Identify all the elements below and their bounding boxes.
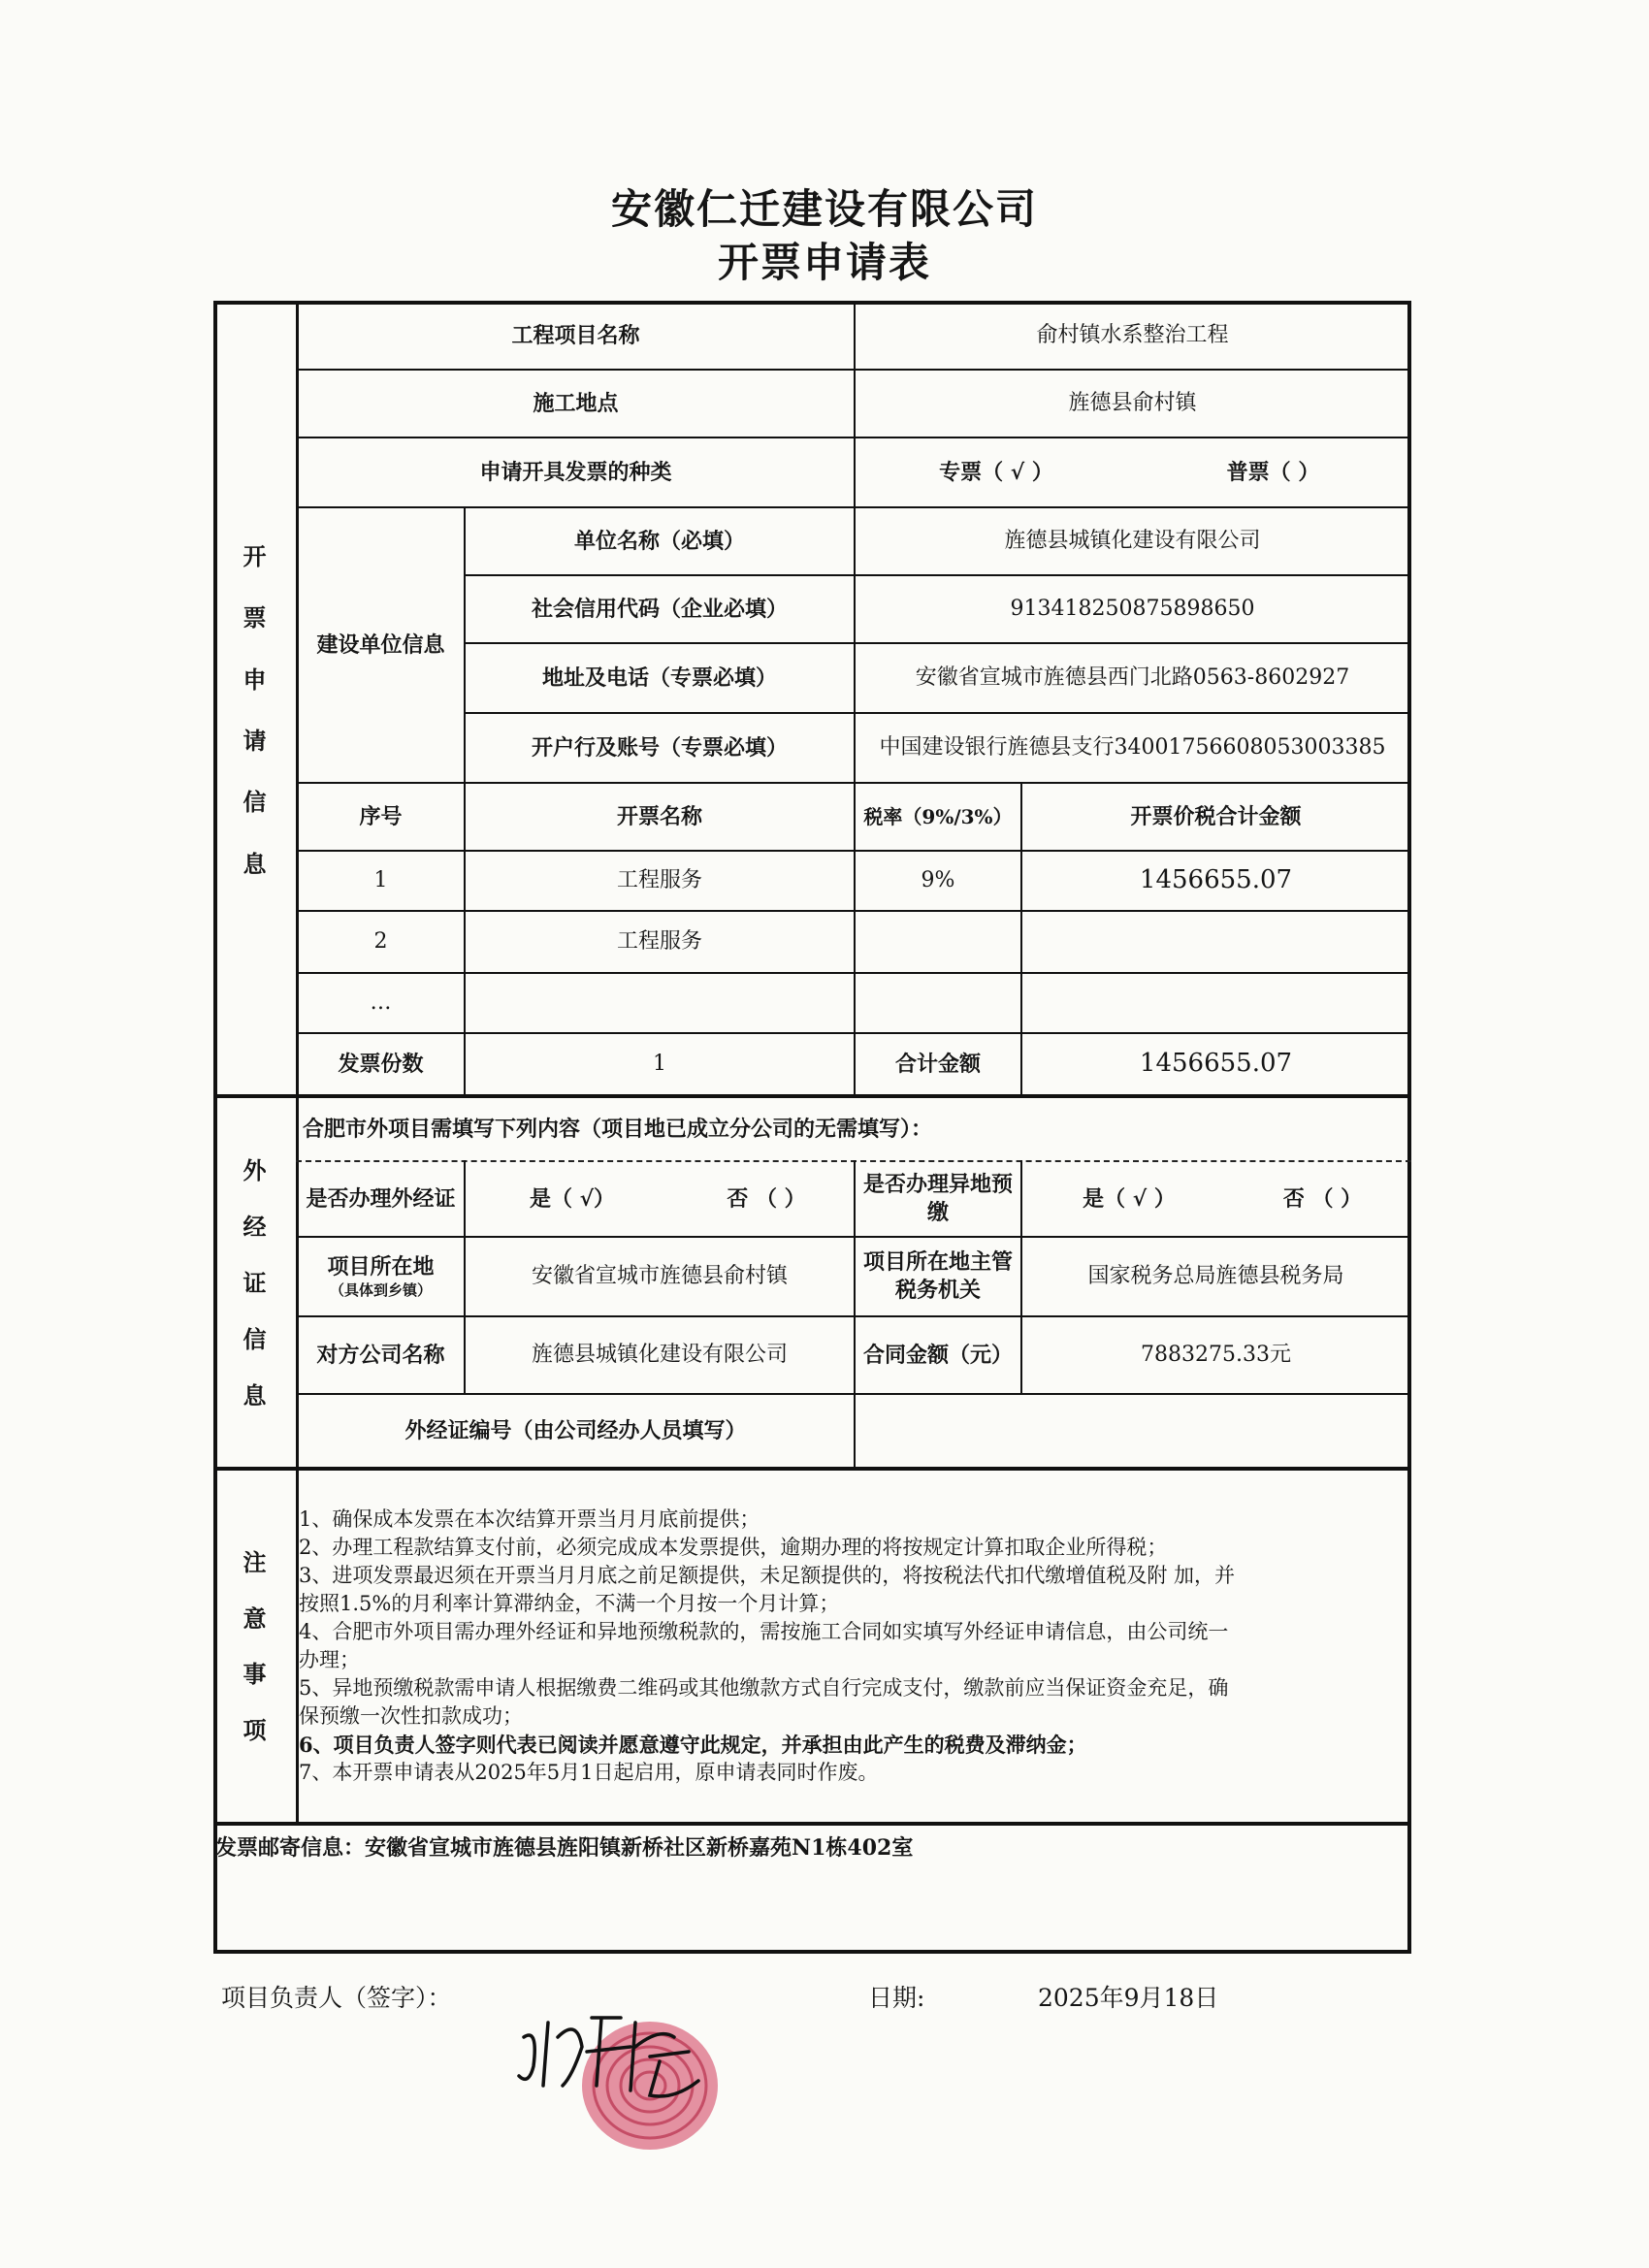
project-name-label: 工程项目名称 [511,322,640,348]
prepay-label: 是否办理异地预缴 [862,1172,1013,1225]
note-line: 5、异地预缴税款需申请人根据缴费二维码或其他缴款方式自行完成支付，缴款前应当保证资金充足，确 [299,1676,1229,1700]
invoice-count-value: 1 [653,1051,666,1076]
company-title: 安徽仁迁建设有限公司 [610,185,1038,233]
cert-label: 是否办理外经证 [306,1185,456,1212]
section-label-invoice [213,524,296,892]
table-row-rate: 9% [921,867,955,892]
tax-office-value: 国家税务总局旌德县税务局 [1087,1263,1344,1288]
location-label-cell [298,1238,464,1315]
form-title: 开票申请表 [717,239,931,286]
location-label: 项目所在地 [327,1253,435,1280]
section-char: 外 [242,1156,267,1184]
cert-number-label: 外经证编号（由公司经办人员填写） [404,1417,747,1443]
signature-with-fingerprint [504,1979,737,2173]
cert-number-value [856,1395,1409,1467]
note-line: 3、进项发票最迟须在开票当月月底之前足额提供，未足额提供的，将按税法代扣代缴增值税及附 加，并 [299,1564,1236,1587]
outside-intro: 合肥市外项目需填写下列内容（项目地已成立分公司的无需填写）： [303,1116,933,1142]
builder-name-value: 旌德县城镇化建设有限公司 [1004,528,1261,553]
section-label-notes [213,1533,296,1756]
col-header-name: 开票名称 [616,803,702,829]
total-label: 合计金额 [894,1051,981,1077]
section-char: 意 [242,1604,267,1633]
section-char: 信 [242,789,267,817]
special-ticket-option: 专票（ √ ） [939,459,1053,485]
divider [213,1822,1411,1826]
table-row-no: 2 [373,928,388,954]
site-value: 旌德县俞村镇 [1068,390,1197,415]
location-value: 安徽省宣城市旌德县俞村镇 [531,1263,788,1288]
col-header-no: 序号 [359,803,403,829]
col-header-rate: 税率（9%/3%） [863,805,1013,828]
table-row-amount: 1456655.07 [1139,865,1293,895]
table-row-no: 1 [373,867,388,892]
contract-value: 7883275.33元 [1141,1342,1291,1367]
bank-label: 开户行及账号（专票必填） [531,734,788,761]
section-char: 项 [242,1716,267,1744]
address-label: 地址及电话（专票必填） [541,664,777,691]
prepay-no-option: 否 （ ） [1282,1185,1363,1212]
section-char: 开 [242,543,267,571]
table-row-rate [856,912,1020,972]
section-char: 证 [242,1269,267,1297]
project-name-value: 俞村镇水系整治工程 [1036,322,1229,347]
table-row-no: … [370,989,392,1015]
section-char: 注 [242,1549,267,1577]
invoice-type-label: 申请开具发票的种类 [479,459,672,485]
section-char: 事 [242,1661,267,1689]
note-line: 按照1.5%的月利率计算滞纳金，不满一个月按一个月计算； [299,1592,840,1615]
credit-code-value: 913418250875898650 [1010,596,1255,621]
normal-ticket-option: 普票（ ） [1226,459,1320,485]
note-line: 办理； [299,1648,360,1671]
builder-name-label: 单位名称（必填） [573,528,745,554]
contract-label: 合同金额（元） [862,1342,1013,1368]
invoice-count-label: 发票份数 [338,1051,424,1077]
builder-group-label: 建设单位信息 [316,632,445,658]
section-char: 申 [242,665,267,694]
note-line: 保预缴一次性扣款成功； [299,1704,523,1728]
note-line: 4、合肥市外项目需办理外经证和异地预缴税款的，需按施工合同如实填写外经证申请信息，由公司统一 [299,1620,1229,1643]
date-label: 日期: [868,1984,925,2012]
section-char: 经 [242,1213,267,1241]
divider [213,1094,1411,1098]
total-value: 1456655.07 [1139,1049,1293,1079]
table-row-name: 工程服务 [616,928,702,954]
section-char: 请 [242,728,267,756]
table-row-amount [1022,912,1409,972]
note-line: 2、办理工程款结算支付前，必须完成成本发票提供，逾期办理的将按规定计算扣取企业所得税； [299,1536,1168,1559]
col-header-amount: 开票价税合计金额 [1130,803,1302,829]
tax-office-label: 项目所在地主管税务机关 [862,1249,1013,1303]
partner-value: 旌德县城镇化建设有限公司 [531,1342,788,1367]
partner-label: 对方公司名称 [316,1342,445,1368]
location-sub-label: （具体到乡镇） [329,1280,432,1299]
section-label-outside [213,1140,296,1421]
note-line: 1、确保成本发票在本次结算开票当月月底前提供； [299,1507,760,1531]
note-line: 7、本开票申请表从2025年5月1日起启用，原申请表同时作废。 [299,1761,879,1784]
signer-label: 项目负责人（签字）： [221,1984,452,2012]
note-line: 6、项目负责人签字则代表已阅读并愿意遵守此规定，并承担由此产生的税费及滞纳金； [299,1733,1087,1757]
divider [213,1467,1411,1471]
section-char: 息 [242,1381,267,1409]
address-value: 安徽省宣城市旌德县西门北路0563-8602927 [915,664,1350,690]
section-char: 票 [242,604,267,632]
cert-yes-option: 是（ √） [529,1185,616,1212]
fingerprint [582,2022,718,2150]
credit-code-label: 社会信用代码（企业必填） [531,596,788,622]
site-label: 施工地点 [533,390,619,416]
mailing-info: 发票邮寄信息：安徽省宣城市旌德县旌阳镇新桥社区新桥嘉苑N1栋402室 [215,1835,914,1861]
bank-value: 中国建设银行旌德县支行34001756608053003385 [879,734,1386,760]
cert-no-option: 否 （ ） [727,1185,806,1212]
section-char: 信 [242,1325,267,1353]
date-value: 2025年9月18日 [1038,1984,1219,2012]
prepay-yes-option: 是（ √ ） [1083,1185,1176,1212]
table-row-name: 工程服务 [616,867,702,892]
section-char: 息 [242,850,267,878]
